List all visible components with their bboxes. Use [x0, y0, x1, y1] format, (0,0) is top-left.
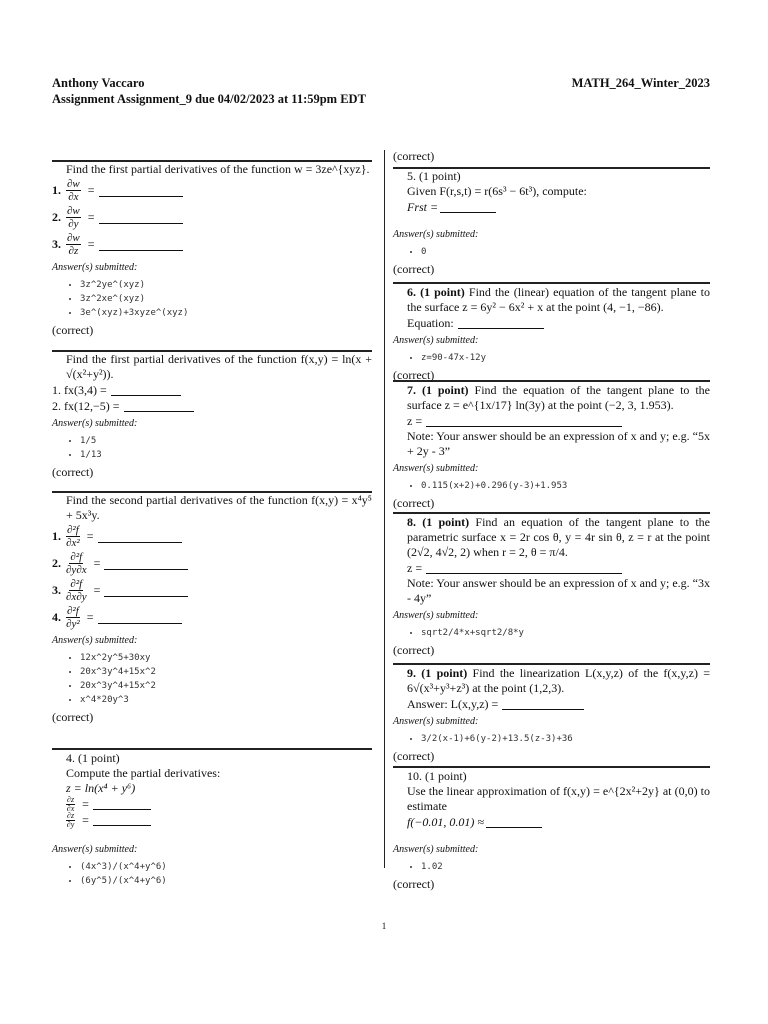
q1-part-3: 3. $\frac{\partial w}{\partial z}$ =: [52, 231, 372, 258]
q3-answer-blank-3[interactable]: [104, 585, 188, 597]
q5-title: 5. (1 point): [407, 169, 461, 183]
q7-answer-blank[interactable]: [426, 415, 622, 427]
dw-dz: $\frac{\partial w}{\partial z}$: [67, 232, 80, 257]
q10-submitted-label: Answer(s) submitted:: [393, 844, 479, 855]
q5-answer-1: • 0: [421, 245, 710, 259]
q2-submitted-label: Answer(s) submitted:: [52, 418, 138, 429]
q1-answer-2: • 3z^2xe^(xyz): [80, 292, 372, 306]
d2f-dy2: $\frac{\text{∂²f}}{\text{∂y²}}$: [66, 605, 80, 630]
q3-part-1: 1. $\frac{\text{∂²f}}{\text{∂x²}}$ =: [52, 523, 372, 550]
q8-answer-1: • sqrt2/4*x+sqrt2/8*y: [421, 626, 710, 640]
q1-answer-blank-2[interactable]: [99, 212, 183, 224]
q4-answer-list: [52, 860, 372, 888]
course-name: MATH_264_Winter_2023: [571, 76, 710, 90]
q3-answer-3: • 20x^3y^4+15x^2: [80, 679, 372, 693]
q9-answer-1: • 3/2(x-1)+6(y-2)+13.5(z-3)+36: [421, 732, 710, 746]
q1-answer-blank-3[interactable]: [99, 239, 183, 251]
student-name: Anthony Vaccaro: [52, 76, 145, 90]
q10-prompt: Use the linear approximation of f(x,y) = e^{2x²+2y} at (0,0) to estimate: [407, 784, 710, 813]
question-4: [52, 751, 372, 891]
question-7: [393, 383, 710, 511]
q2-part-2: 2. fx(12,−5) =: [52, 398, 372, 414]
q6-answer-1: • z=90-47x-12y: [421, 351, 710, 365]
dz-dx: $\frac{\partial z}{\partial x}$: [66, 794, 75, 813]
q4-part-y: $\frac{\partial z}{\partial y}$ =: [52, 812, 372, 828]
q6-submitted-label: Answer(s) submitted:: [393, 335, 479, 346]
q10-answer-blank[interactable]: [486, 816, 542, 828]
rule-q10-top: [393, 766, 710, 768]
q2-prompt: Find the first partial derivatives of the function f(x,y) = ln(x + √(x²+y²)).: [66, 352, 372, 381]
q8-field: z =: [393, 560, 710, 576]
q1-status: (correct): [52, 323, 94, 337]
q5-submitted-label: Answer(s) submitted:: [393, 229, 479, 240]
q9-answer-blank[interactable]: [502, 698, 584, 710]
d2f-dxdy: $\frac{\text{∂²f}}{\partial x\partial y}$: [66, 578, 87, 603]
q9-status: (correct): [393, 749, 435, 763]
q5-status: (correct): [393, 262, 435, 276]
q9-prompt: Find the linearization L(x,y,z) of the f(x,y,z) = 6√(x³+y³+z³) at the point (1,2,3).: [407, 666, 711, 695]
q7-title: 7. (1 point): [407, 383, 469, 397]
q7-status: (correct): [393, 496, 435, 510]
q1-part-1: 1. $\frac{\partial w}{\partial x}$ =: [52, 177, 372, 204]
column-divider: [384, 150, 385, 868]
q4-answer-blank-1[interactable]: [93, 798, 151, 810]
q2-answer-blank-2[interactable]: [124, 400, 194, 412]
q4-part-x: $\frac{\partial z}{\partial x}$ =: [52, 796, 372, 812]
dw-dx: $\frac{\partial w}{\partial x}$: [67, 178, 80, 203]
q4-answer-blank-2[interactable]: [93, 814, 151, 826]
dw-dy: $\frac{\partial w}{\partial y}$: [67, 205, 80, 230]
q5-answer-blank[interactable]: [440, 201, 496, 213]
q3-part-2: 2. $\frac{\text{∂²f}}{\partial y\partial x}$ =: [52, 550, 372, 577]
rule-q8-top: [393, 512, 710, 514]
q6-prompt: Find the (linear) equation of the tangent plane to the surface z = 6y² − 6x² + x at the point (4, −1, −86).: [407, 285, 711, 314]
question-5: [393, 169, 710, 277]
q7-prompt: Find the equation of the tangent plane to the surface z = e^{1x/17} ln(3y) at the point (−2, 3, 1.953).: [407, 383, 711, 412]
q3-status: (correct): [52, 710, 94, 724]
q2-part-1: 1. fx(3,4) =: [52, 382, 372, 398]
d2f-dx2: $\frac{\text{∂²f}}{\text{∂x²}}$: [66, 524, 80, 549]
question-8: [393, 515, 710, 658]
q8-note: Note: Your answer should be an expression of x and y; e.g. “3x - 4y”: [407, 576, 710, 605]
q3-submitted-label: Answer(s) submitted:: [52, 635, 138, 646]
q4-answer-1: • (4x^3)/(x^4+y^6): [80, 860, 372, 874]
q3-answer-4: • x^4*20y^3: [80, 693, 372, 707]
q9-title: 9. (1 point): [407, 666, 468, 680]
q7-answer-list: [393, 479, 710, 493]
q8-status: (correct): [393, 643, 435, 657]
q6-title: 6. (1 point): [407, 285, 465, 299]
question-3: [52, 493, 372, 725]
q8-submitted-label: Answer(s) submitted:: [393, 610, 479, 621]
q10-title: 10. (1 point): [407, 769, 467, 783]
q3-answer-blank-2[interactable]: [104, 558, 188, 570]
question-9: [393, 666, 710, 764]
q4-answer-2: • (6y^5)/(x^4+y^6): [80, 874, 372, 888]
carryover-status: (correct): [393, 149, 435, 163]
q5-field: Frst =: [393, 199, 710, 215]
q1-prompt: Find the first partial derivatives of the function w = 3ze^{xyz}.: [66, 162, 370, 176]
q8-title: 8. (1 point): [407, 515, 470, 529]
q1-answer-blank-1[interactable]: [99, 185, 183, 197]
q1-part-2: 2. $\frac{\partial w}{\partial y}$ =: [52, 204, 372, 231]
q3-answer-blank-1[interactable]: [98, 531, 182, 543]
rule-q4-top: [52, 748, 372, 750]
dz-dy: $\frac{\partial z}{\partial y}$: [66, 810, 75, 829]
q2-answer-1: • 1/5: [80, 434, 372, 448]
assignment-title: Assignment Assignment_9 due 04/02/2023 at 11:59pm EDT: [52, 92, 366, 106]
q6-status: (correct): [393, 368, 435, 382]
q9-submitted-label: Answer(s) submitted:: [393, 716, 479, 727]
q1-answer-3: • 3e^(xyz)+3xyze^(xyz): [80, 306, 372, 320]
q6-answer-list: [393, 351, 710, 365]
d2f-dydx: $\frac{\text{∂²f}}{\partial y\partial x}$: [66, 551, 87, 576]
q3-answer-list: [52, 651, 372, 707]
q7-answer-1: • 0.115(x+2)+0.296(y-3)+1.953: [421, 479, 710, 493]
q6-field: Equation:: [393, 315, 710, 331]
q7-note: Note: Your answer should be an expression of x and y; e.g. “5x + 2y - 3”: [407, 429, 710, 458]
q1-submitted-label: Answer(s) submitted:: [52, 262, 138, 273]
q3-part-3: 3. $\frac{\text{∂²f}}{\partial x\partial y}$ =: [52, 577, 372, 604]
q9-answer-list: [393, 732, 710, 746]
q2-answer-blank-1[interactable]: [111, 384, 181, 396]
q10-answer-1: • 1.02: [421, 860, 710, 874]
q3-answer-2: • 20x^3y^4+15x^2: [80, 665, 372, 679]
q1-answer-1: • 3z^2ye^(xyz): [80, 278, 372, 292]
q4-title: 4. (1 point): [66, 751, 120, 765]
q9-field: Answer: L(x,y,z) =: [393, 696, 710, 712]
q5-answer-list: [393, 245, 710, 259]
q7-field: z =: [393, 413, 710, 429]
q4-prompt: Compute the partial derivatives:: [66, 766, 221, 780]
q2-answer-2: • 1/13: [80, 448, 372, 462]
q8-answer-blank[interactable]: [426, 562, 622, 574]
q8-answer-list: [393, 626, 710, 640]
q3-prompt: Find the second partial derivatives of the function f(x,y) = x⁴y⁵ + 5x³y.: [66, 493, 372, 522]
q3-part-4: 4. $\frac{\text{∂²f}}{\text{∂y²}}$ =: [52, 604, 372, 631]
page-number: 1: [381, 921, 387, 931]
q4-function: z = ln(x⁴ + y⁶): [66, 781, 136, 795]
q2-answer-list: [52, 434, 372, 462]
q10-answer-list: [393, 860, 710, 874]
q8-prompt: Find an equation of the tangent plane to the parametric surface x = 2r cos θ, y = 4r sin θ, z = r at the point (2√2, 4√2, 2) when r = 2, θ = π/4.: [407, 515, 710, 559]
rule-q6-top: [393, 282, 710, 284]
rule-q9-top: [393, 663, 710, 665]
q2-status: (correct): [52, 465, 94, 479]
q7-submitted-label: Answer(s) submitted:: [393, 463, 479, 474]
question-10: [393, 769, 710, 892]
q10-status: (correct): [393, 877, 435, 891]
q3-answer-1: • 12x^2y^5+30xy: [80, 651, 372, 665]
question-6: [393, 285, 710, 383]
q5-prompt: Given F(r,s,t) = r(6s³ − 6t³), compute:: [407, 184, 587, 198]
header-left: [52, 75, 366, 107]
q10-field: f(−0.01, 0.01) ≈: [393, 814, 710, 830]
question-1: [52, 162, 372, 338]
q4-submitted-label: Answer(s) submitted:: [52, 844, 138, 855]
q1-answer-list: [52, 278, 372, 320]
q6-answer-blank[interactable]: [458, 317, 544, 329]
question-2: [52, 352, 372, 480]
q3-answer-blank-4[interactable]: [98, 612, 182, 624]
